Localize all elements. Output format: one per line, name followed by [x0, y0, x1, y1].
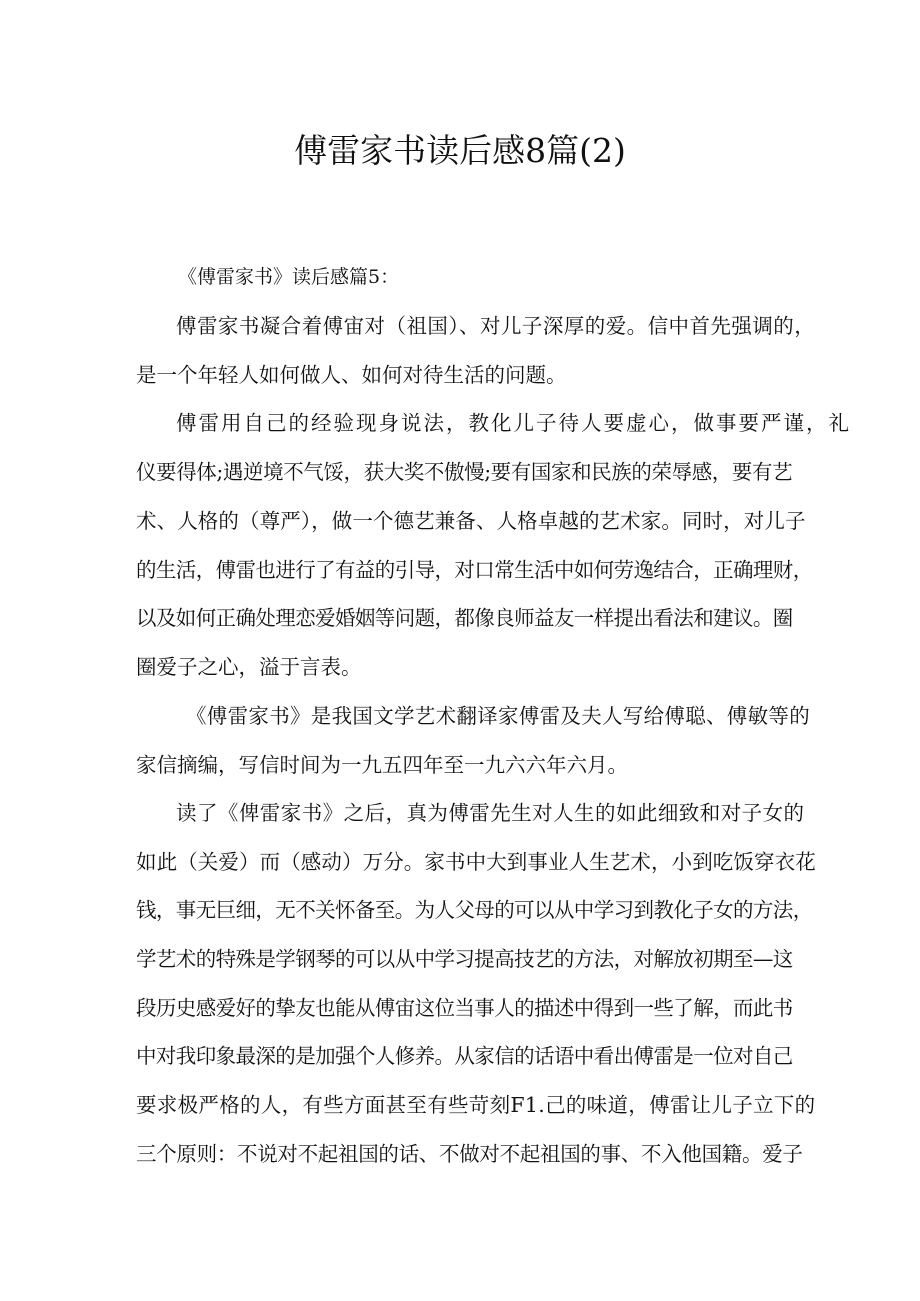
paragraph-line: 钱，事无巨细，无不关怀备至。为人父母的可以从中学习到教化子女的方法，: [136, 898, 813, 922]
paragraph-line: 家信摘编，写信时间为一九五四年至一九六六年六月。: [136, 753, 628, 777]
paragraph-line: 《傅雷家书》是我国文学艺术翻译家傅雷及夫人写给傅聪、傅敏等的: [186, 704, 810, 728]
paragraph-line: 要求极严格的人，有些方面甚至有些苛刻F1.己的味道，傅雷让儿子立下的: [136, 1093, 816, 1117]
paragraph-line: 中对我印象最深的是加强个人修养。从家信的话语中看出傅雷是一位对自己: [136, 1044, 793, 1068]
paragraph-line: 术、人格的（尊严），做一个德艺兼备、人格卓越的艺术家。同时，对儿子: [136, 509, 806, 533]
paragraph-heading: 《傅雷家书》读后感篇5：: [178, 266, 400, 288]
paragraph-line: 读了《俾雷家书》之后，真为傅雷先生对人生的如此细致和对子女的: [176, 801, 805, 825]
paragraph-line: 学艺术的特殊是学钢琴的可以从中学习提高技艺的方法，对解放初期至—这: [136, 947, 793, 971]
paragraph-line: 段历史感爱好的挚友也能从傅宙这位当事人的描述中得到一些了解，而此书: [136, 996, 793, 1020]
paragraph-line: 的生活，傅雷也进行了有益的引导，对口常生活中如何劳逸结合，正确理财，: [136, 558, 813, 582]
paragraph-line: 傅雷用自己的经验现身说法，教化儿子待人要虚心，做事要严谨，礼: [176, 411, 851, 435]
document-title: 傅雷家书读后感8篇(2): [294, 131, 626, 170]
paragraph-line: 三个原则：不说对不起祖国的话、不做对不起祖国的事、不入他国籍。爱子: [136, 1142, 803, 1166]
paragraph-line: 以及如何正确处理恋爱婚姻等问题，都像良师益友一样提出看法和建议。圈: [136, 606, 793, 630]
paragraph-line: 傅雷家书凝合着傅宙对（祖国）、对儿子深厚的爱。信中首先强调的，: [176, 314, 816, 338]
paragraph-line: 仪要得体;遇逆境不气馁，获大奖不傲慢;要有国家和民族的荣辱感，要有艺: [136, 460, 793, 484]
paragraph-line: 圈爱子之心，溢于言表。: [136, 655, 362, 679]
paragraph-line: 如此（关爱）而（感动）万分。家书中大到事业人生艺术，小到吃饭穿衣花: [136, 850, 816, 874]
paragraph-line: 是一个年轻人如何做人、如何对待生活的问题。: [136, 363, 567, 387]
